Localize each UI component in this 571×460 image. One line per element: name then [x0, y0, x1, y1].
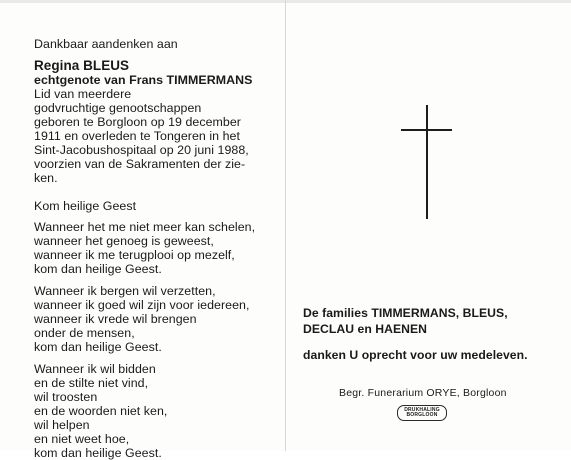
- prayer-line: en de woorden niet ken,: [34, 404, 168, 418]
- prayer-line: kom dan heilige Geest.: [34, 446, 162, 460]
- thanks-line: danken U oprecht voor uw medeleven.: [303, 348, 528, 362]
- spouse-line: echtgenote van Frans TIMMERMANS: [34, 73, 253, 87]
- prayer-line: kom dan heilige Geest.: [34, 340, 162, 354]
- prayer-line: wil troosten: [34, 390, 98, 404]
- printer-logo: [397, 405, 447, 421]
- prayer-line: wanneer ik goed wil zijn voor iedereen,: [34, 298, 250, 312]
- prayer-line: en de stilte niet vind,: [34, 376, 149, 390]
- prayer-line: Wanneer ik wil bidden: [34, 362, 156, 376]
- deceased-name: Regina BLEUS: [34, 58, 130, 73]
- center-fold: [285, 0, 286, 451]
- prayer-title: Kom heilige Geest: [34, 199, 137, 213]
- prayer-line: kom dan heilige Geest.: [34, 262, 162, 276]
- printer-logo-line: DRUKHALING: [404, 406, 440, 413]
- prayer-line: Wanneer het me niet meer kan schelen,: [34, 220, 256, 234]
- bio-line: voorzien van de Sakramenten der zie-: [34, 157, 246, 171]
- families-line: De families TIMMERMANS, BLEUS,: [303, 306, 508, 320]
- prayer-line: wanneer ik vrede wil brengen: [34, 312, 197, 326]
- printer-logo-line: BORGLOON: [406, 412, 438, 418]
- families-line: DECLAU en HAENEN: [303, 322, 428, 336]
- prayer-line: wanneer het genoeg is geweest,: [34, 234, 214, 248]
- funeral-home: Begr. Funerarium ORYE, Borgloon: [339, 387, 507, 399]
- prayer-line: en niet weet hoe,: [34, 432, 130, 446]
- prayer-line: wil helpen: [34, 418, 90, 432]
- bio-line: ken.: [34, 171, 58, 185]
- left-page: [34, 37, 284, 460]
- bio-line: godvruchtige genootschappen: [34, 101, 202, 115]
- bio-line: Sint-Jacobushospitaal op 20 juni 1988,: [34, 143, 249, 157]
- remembrance-header: Dankbaar aandenken aan: [34, 37, 178, 51]
- cross-vertical-bar: [426, 105, 428, 219]
- bio-line: 1911 en overleden te Tongeren in het: [34, 129, 240, 143]
- prayer-line: wanneer ik me terugplooi op mezelf,: [34, 248, 235, 262]
- cross-horizontal-bar: [401, 129, 452, 131]
- bio-line: Lid van meerdere: [34, 87, 132, 101]
- bio-line: geboren te Borgloon op 19 december: [34, 115, 241, 129]
- prayer-line: onder de mensen,: [34, 326, 135, 340]
- thanks-block: [303, 305, 563, 363]
- prayer-line: Wanneer ik bergen wil verzetten,: [34, 284, 216, 298]
